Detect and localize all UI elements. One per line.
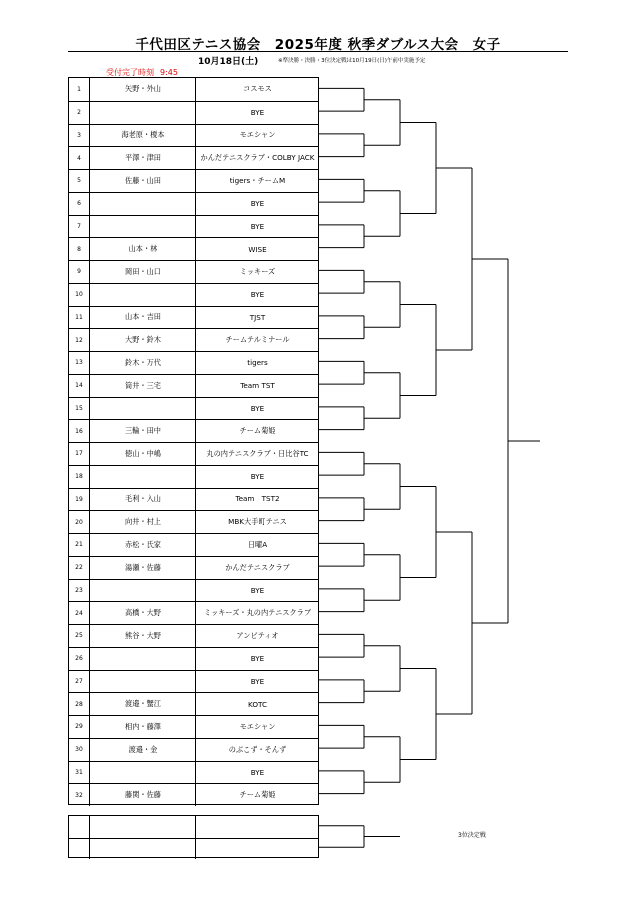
entry-club: BYE	[195, 466, 319, 488]
entry-number: 26	[75, 655, 83, 663]
entry-number: 22	[75, 564, 83, 572]
entry-club: かんだテニスクラブ	[195, 557, 319, 579]
entry-players: 向井・村上	[89, 511, 196, 533]
entry-club: 日曜A	[195, 534, 319, 556]
entry-players: 山本・吉田	[89, 307, 196, 329]
entry-number: 10	[75, 291, 83, 299]
entry-club: BYE	[195, 580, 319, 602]
entry-number: 27	[75, 677, 83, 685]
entry-number: 12	[75, 336, 83, 344]
entry-number: 24	[75, 609, 83, 617]
entry-number: 7	[77, 222, 81, 230]
entry-number: 28	[75, 700, 83, 708]
entry-number: 5	[77, 177, 81, 185]
entry-players: 三輪・田中	[89, 420, 196, 442]
entry-club: KOTC	[195, 693, 319, 715]
entry-players: 高橋・大野	[89, 602, 196, 624]
entry-club: BYE	[195, 398, 319, 420]
entry-players: 渡邉・蟹江	[89, 693, 196, 715]
entry-club: のぶこず・そんず	[195, 739, 319, 761]
entry-number: 19	[75, 495, 83, 503]
entry-players: 平澤・津田	[89, 147, 196, 169]
entry-players: 藤関・佐藤	[89, 784, 196, 806]
entry-players: 相内・藤澤	[89, 716, 196, 738]
entry-club: TJST	[195, 307, 319, 329]
entry-club: ミッキーズ・丸の内テニスクラブ	[195, 602, 319, 624]
entry-club: BYE	[195, 762, 319, 784]
entry-club: BYE	[195, 193, 319, 215]
entry-number: 25	[75, 632, 83, 640]
entry-number: 23	[75, 586, 83, 594]
entry-number: 21	[75, 541, 83, 549]
entry-club: 丸の内テニスクラブ・日比谷TC	[195, 443, 319, 465]
entry-number: 31	[75, 768, 83, 776]
entry-number: 3	[77, 131, 81, 139]
entry-club: ミッキーズ	[195, 261, 319, 283]
entry-number: 17	[75, 450, 83, 458]
entry-number: 15	[75, 404, 83, 412]
entry-number: 32	[75, 791, 83, 799]
entry-players: 渡邉・金	[89, 739, 196, 761]
entry-club: モエシャン	[195, 716, 319, 738]
entry-club: チーム菊姫	[195, 784, 319, 806]
entry-club: MBK大手町テニス	[195, 511, 319, 533]
entry-players: 矢野・外山	[89, 78, 196, 101]
entry-number: 4	[77, 154, 81, 162]
entry-club: BYE	[195, 102, 319, 124]
entry-number: 13	[75, 359, 83, 367]
third-place-label: 3位決定戦	[458, 832, 486, 839]
entry-club: コスモス	[195, 78, 319, 101]
entry-club: BYE	[195, 648, 319, 670]
entry-number: 16	[75, 427, 83, 435]
entry-number: 8	[77, 245, 81, 253]
entry-club: WISE	[195, 238, 319, 260]
entry-players: 大野・鈴木	[89, 329, 196, 351]
entry-players: 佐藤・山田	[89, 170, 196, 192]
schedule-note: ※準決勝・決勝・3位決定戦は10月19日(日)午前中実施予定	[278, 58, 426, 64]
entry-club: かんだテニスクラブ・COLBY JACK	[195, 147, 319, 169]
entry-number: 29	[75, 723, 83, 731]
entry-number: 14	[75, 382, 83, 390]
entry-club: Team TST2	[195, 489, 319, 511]
entry-club: BYE	[195, 284, 319, 306]
deadline-time: 9:45	[160, 68, 178, 77]
entry-players: 熊谷・大野	[89, 625, 196, 647]
entry-players: 徳山・中嶋	[89, 443, 196, 465]
entry-club: モエシャン	[195, 125, 319, 147]
entry-club: チームテルミナール	[195, 329, 319, 351]
entry-number: 11	[75, 313, 83, 321]
entry-players: 鈴木・万代	[89, 352, 196, 374]
entry-number: 30	[75, 746, 83, 754]
entry-players: 山本・林	[89, 238, 196, 260]
event-date: 10月18日(土)	[198, 57, 259, 67]
entry-club: BYE	[195, 671, 319, 693]
entry-club: アンビティオ	[195, 625, 319, 647]
entry-players: 赤松・氏家	[89, 534, 196, 556]
entry-club: BYE	[195, 216, 319, 238]
entry-players: 筒井・三宅	[89, 375, 196, 397]
entry-number: 1	[77, 85, 81, 93]
entry-number: 20	[75, 518, 83, 526]
entry-club: tigers	[195, 352, 319, 374]
entry-players: 湯瀬・佐藤	[89, 557, 196, 579]
entry-number: 18	[75, 473, 83, 481]
entry-number: 9	[77, 268, 81, 276]
entry-players: 岡田・山口	[89, 261, 196, 283]
entry-players: 毛利・入山	[89, 489, 196, 511]
page-title: 千代田区テニス協会 2025年度 秋季ダブルス大会 女子	[135, 37, 501, 53]
entry-club: Team TST	[195, 375, 319, 397]
entry-club: チーム菊姫	[195, 420, 319, 442]
deadline-label: 受付完了時刻	[106, 68, 154, 77]
entry-players: 海老原・榎本	[89, 125, 196, 147]
entry-number: 6	[77, 200, 81, 208]
entry-number: 2	[77, 109, 81, 117]
entry-club: tigers・チームM	[195, 170, 319, 192]
